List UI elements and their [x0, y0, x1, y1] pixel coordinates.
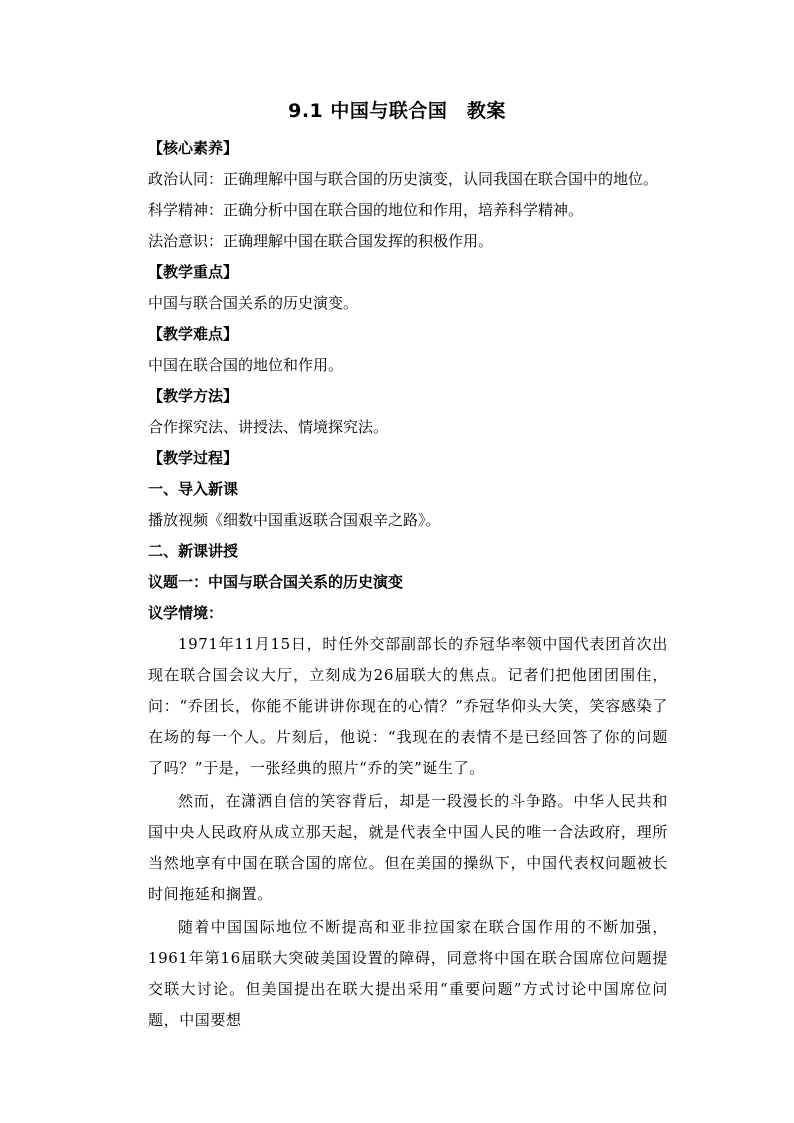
core-literacy-item: 法治意识：正确理解中国在联合国发挥的积极作用。: [148, 232, 494, 250]
difficulties-text: 中国在联合国的地位和作用。: [148, 356, 344, 374]
document-body: [148, 133, 668, 1036]
page-title: 9.1 中国与联合国 教案: [288, 100, 506, 122]
process-heading: 【教学过程】: [148, 449, 239, 467]
topic1-title: 议题一：中国与联合国关系的历史演变: [148, 573, 404, 591]
core-literacy-item: 政治认同：正确理解中国与联合国的历史演变，认同我国在联合国中的地位。: [148, 170, 659, 188]
core-literacy-item: 科学精神：正确分析中国在联合国的地位和作用，培养科学精神。: [148, 201, 584, 219]
situation-paragraph: 随着中国国际地位不断提高和亚非拉国家在联合国作用的不断加强，1961年第16届联大突破美国设置的障碍，同意将中国在联合国席位问题提交联大讨论。但美国提出在联大提出采用“重要问题”方式讨论中国席位问题，中国要想: [148, 918, 668, 1029]
situation-title: 议学情境：: [148, 604, 224, 622]
methods-heading: 【教学方法】: [148, 387, 239, 405]
methods-text: 合作探究法、讲授法、情境探究法。: [148, 418, 389, 436]
key-points-heading: 【教学重点】: [148, 263, 239, 281]
section1-text: 播放视频《细数中国重返联合国艰辛之路》。: [148, 511, 441, 529]
difficulties-heading: 【教学难点】: [148, 325, 239, 343]
core-literacy-heading: 【核心素养】: [148, 139, 239, 157]
situation-paragraph: 然而，在潇洒自信的笑容背后，却是一段漫长的斗争路。中华人民共和国中央人民政府从成立那天起，就是代表全中国人民的唯一合法政府，理所当然地享有中国在联合国的席位。但在美国的操纵下，中国代表权问题被长时间拖延和搁置。: [148, 792, 668, 903]
situation-paragraph: 1971年11月15日，时任外交部副部长的乔冠华率领中国代表团首次出现在联合国会议大厅，立刻成为26届联大的焦点。记者们把他团团围住，问：“乔团长，你能不能讲讲你现在的心情？”乔冠华仰头大笑，笑容感染了在场的每一个人。片刻后，他说：“我现在的表情不是已经回答了你的问题了吗？”于是，一张经典的照片“乔的笑”诞生了。: [148, 635, 668, 777]
section2-title: 二、新课讲授: [148, 542, 239, 560]
section1-title: 一、导入新课: [148, 480, 239, 498]
key-points-text: 中国与联合国关系的历史演变。: [148, 294, 359, 312]
